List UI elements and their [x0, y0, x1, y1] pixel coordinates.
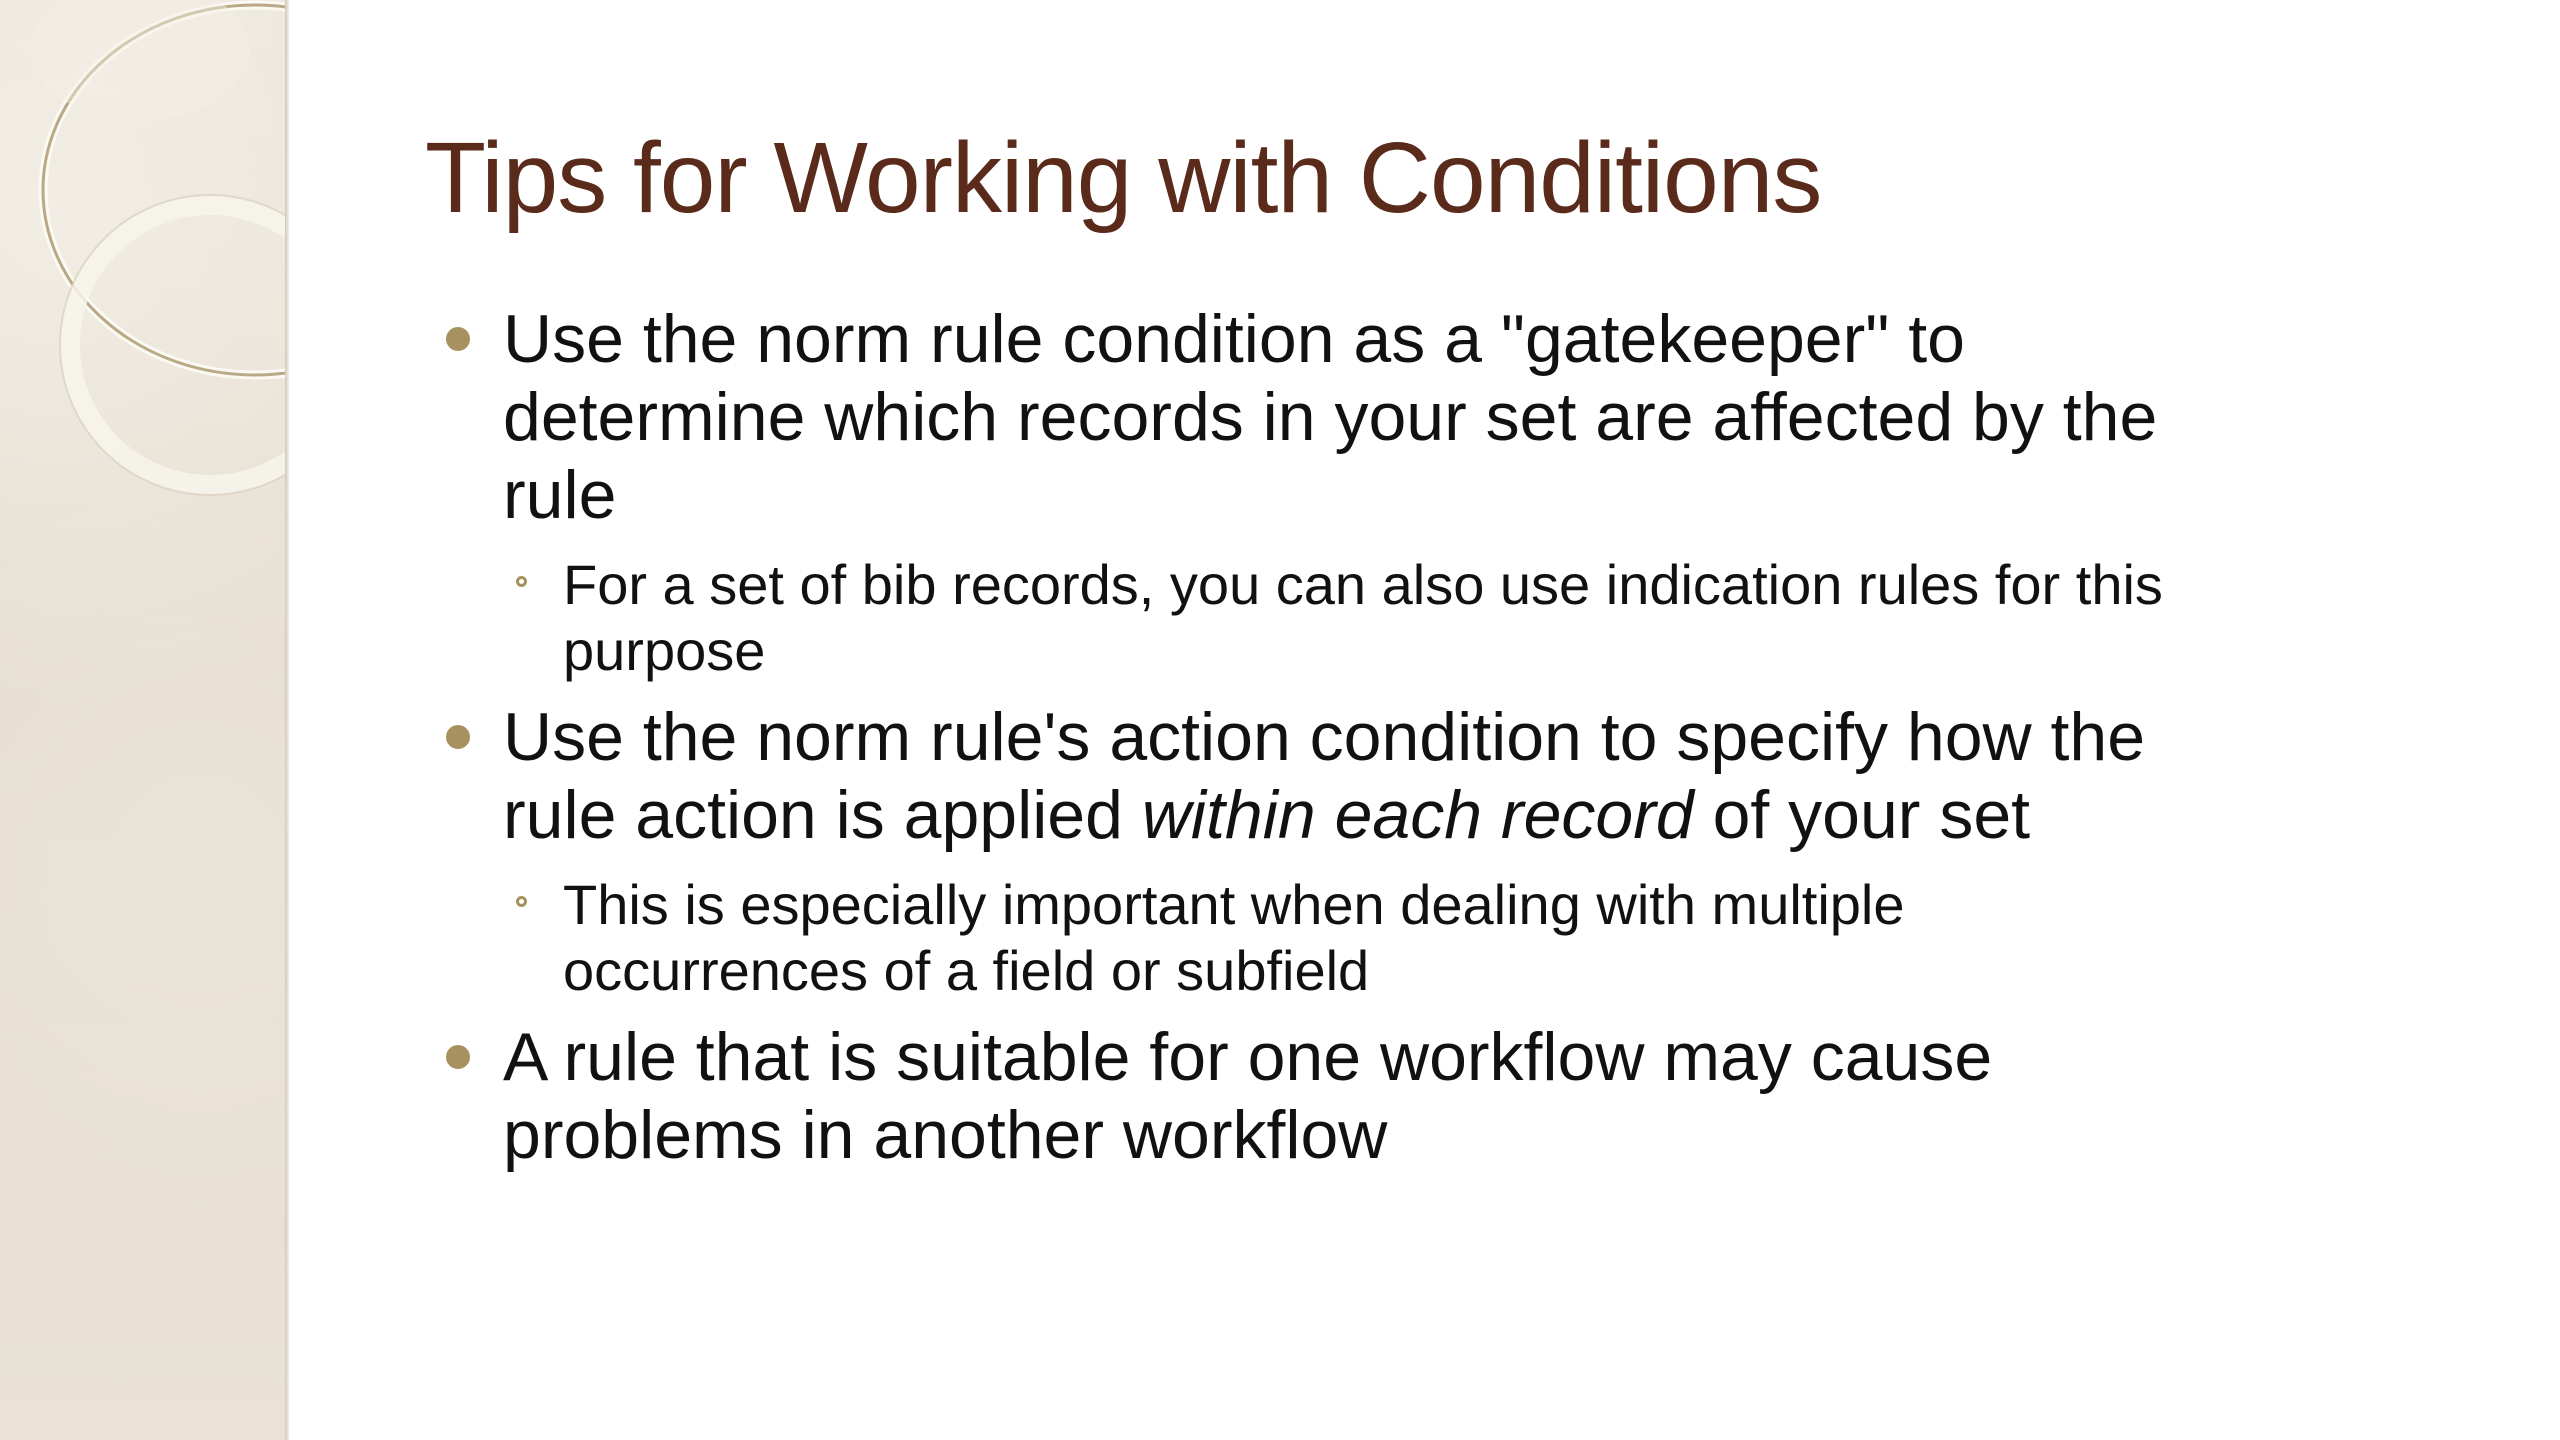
sub-bullet-item-2 [503, 872, 2220, 1004]
bullet-item-2 [440, 698, 2220, 1004]
bullet-text-1: Use the norm rule condition as a "gatekeeper" to determine which records in your set are affected by the rule [503, 301, 2158, 533]
side-panel-edge [285, 0, 289, 1440]
bullet-text-3: A rule that is suitable for one workflow may cause problems in another workflow [503, 1019, 1993, 1173]
slide-title: Tips for Working with Conditions [425, 122, 1822, 234]
sub-bullet-list-1 [503, 552, 2220, 684]
sub-bullet-ring [516, 896, 527, 907]
bullet-text-2-end: of your set [1693, 777, 2031, 853]
sub-bullet-list-2 [503, 872, 2220, 1004]
bullet-item-1 [440, 300, 2220, 684]
sub-bullet-text-2: This is especially important when dealing with multiple occurrences of a field or subfield [563, 873, 1905, 1002]
bullet-dot [446, 1045, 470, 1069]
bullet-list [440, 300, 2220, 1174]
slide-body [440, 300, 2220, 1188]
bullet-item-3 [440, 1018, 2220, 1174]
bullet-dot [446, 327, 470, 351]
sub-bullet-text-1: For a set of bib records, you can also use indication rules for this purpose [563, 553, 2163, 682]
sub-bullet-item-1 [503, 552, 2220, 684]
sub-bullet-ring [516, 576, 527, 587]
bullet-text-2-italic: within each record [1141, 777, 1694, 853]
bullet-dot [446, 725, 470, 749]
bullet-text-2-start: Use the norm rule's action condition to specify how the rule action is applied [503, 699, 2146, 853]
decorative-rings [0, 0, 285, 500]
